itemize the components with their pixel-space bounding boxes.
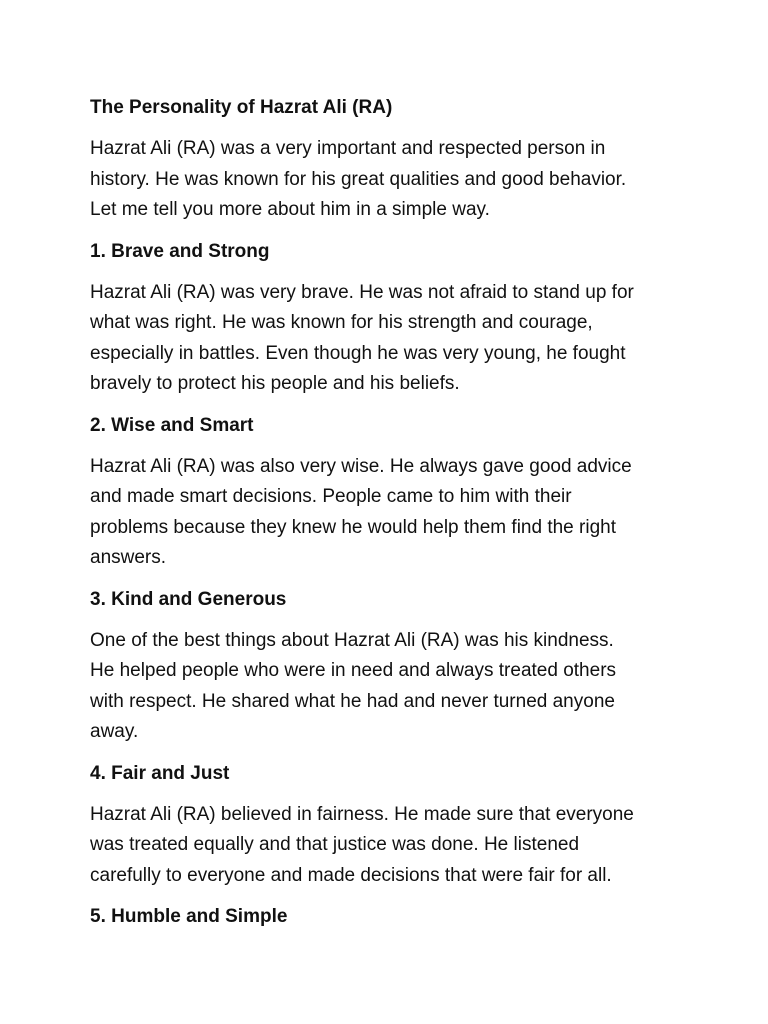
paragraph-line: problems because they knew he would help them find the right bbox=[90, 516, 616, 538]
paragraph-line: answers. bbox=[90, 547, 167, 568]
section-paragraph-kind bbox=[90, 626, 690, 748]
document-page bbox=[90, 94, 690, 943]
section-paragraph-fair bbox=[90, 800, 690, 892]
paragraph-line: away. bbox=[90, 721, 139, 742]
section-heading-humble: 5. Humble and Simple bbox=[90, 906, 288, 927]
document-title: The Personality of Hazrat Ali (RA) bbox=[90, 97, 393, 118]
paragraph-line: Hazrat Ali (RA) was very brave. He was not afraid to stand up for bbox=[90, 281, 634, 303]
intro-paragraph bbox=[90, 134, 690, 226]
paragraph-line: Hazrat Ali (RA) was also very wise. He always gave good advice bbox=[90, 455, 632, 477]
section-heading-brave: 1. Brave and Strong bbox=[90, 240, 270, 262]
section-paragraph-brave bbox=[90, 278, 690, 400]
paragraph-line: Let me tell you more about him in a simple way. bbox=[90, 199, 490, 220]
paragraph-line: He helped people who were in need and always treated others bbox=[90, 660, 617, 681]
paragraph-line: carefully to everyone and made decisions that were fair for all. bbox=[90, 864, 612, 886]
paragraph-line: especially in battles. Even though he was very young, he fought bbox=[90, 342, 626, 364]
paragraph-line: bravely to protect his people and his beliefs. bbox=[90, 373, 460, 394]
paragraph-line: and made smart decisions. People came to him with their bbox=[90, 486, 572, 507]
paragraph-line: Hazrat Ali (RA) believed in fairness. He made sure that everyone bbox=[90, 803, 634, 825]
paragraph-line: history. He was known for his great qualities and good behavior. bbox=[90, 168, 627, 190]
section-heading-fair: 4. Fair and Just bbox=[90, 762, 230, 784]
paragraph-line: One of the best things about Hazrat Ali (RA) was his kindness. bbox=[90, 629, 614, 651]
section-heading-wise: 2. Wise and Smart bbox=[90, 414, 254, 436]
section-heading-kind: 3. Kind and Generous bbox=[90, 588, 287, 610]
section-paragraph-wise bbox=[90, 452, 690, 574]
paragraph-line: with respect. He shared what he had and never turned anyone bbox=[90, 690, 615, 712]
paragraph-line: Hazrat Ali (RA) was a very important and respected person in bbox=[90, 138, 606, 159]
paragraph-line: what was right. He was known for his strength and courage, bbox=[90, 312, 593, 333]
paragraph-line: was treated equally and that justice was done. He listened bbox=[90, 834, 580, 855]
